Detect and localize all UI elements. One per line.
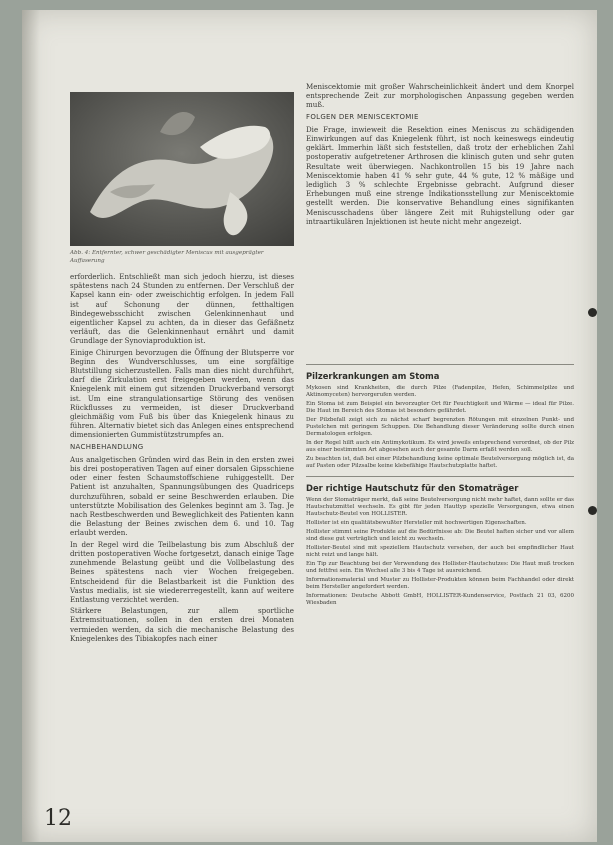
figure-caption: Abb. 4: Entfernter, schwer geschädigter Meniscus mit ausgeprägter Auffaserung [70,250,264,264]
paragraph: Einige Chirurgen bevorzugen die Öffnung der Blutsperre vor Beginn des Wundverschlusses, um eine sorgfältige Blutstillung sicherzustellen. Falls man dies nicht durchführt, darf die Zirkulation erst freigegeben werden, wenn das Kniegelenk mit einem gut sitzenden Druckverband versorgt ist. Um eine strangulationsartige Störung des venösen Rückflusses zu vermeiden, ist dieser Druckverband gleichmäßig vom Fuß bis über das Kniegelenk hinaus zu führen. Alternativ bietet sich das Anlegen eines entsprechend dimensionierten Gummistützstrumpfes an. [70,347,294,440]
left-column [70,272,294,645]
divider [306,476,574,477]
paragraph: Hollister ist ein qualitätsbewußter Hersteller mit hochwertigen Eigenschaften. [306,520,527,526]
section-heading: FOLGEN DER MENISCEKTOMIE [306,112,419,121]
paragraph: Die Frage, inwieweit die Resektion eines Meniscus zu schädigenden Einwirkungen auf das Kniegelenk führt, ist noch keineswegs eindeutig geklärt. Immerhin läßt sich feststellen, daß trotz der erheblichen Zahl postoperativ aufgetretener Arthrosen die klinisch guten und sehr guten Resultate weit überwiegen. Nachkontrollen 15 bis 19 Jahre nach Meniscektomie haben 41 % sehr gute, 44 % gute, 12 % mäßige und lediglich 3 % schlechte Ergebnisse gebracht. Aufgrund dieser Erhebungen muß eine strenge Indikationsstellung zur Meniscektomie gestellt werden. Die konservative Behandlung eines signifikanten Meniscusschadens über längere Zeit mit Ruhigstellung oder gar intraartikulären Injektionen ist heute nicht mehr angezeigt. [306,124,574,226]
box-title: Der richtige Hautschutz für den Stomaträger [306,483,519,493]
paragraph: Informationsmaterial und Muster zu Hollister-Produkten können beim Fachhandel oder direkt beim Hersteller angefordert werden. [306,577,574,590]
box-title: Pilzerkrankungen am Stoma [306,371,440,381]
paragraph: Wenn der Stomaträger merkt, daß seine Beutelversorgung nicht mehr haftet, dann sollte er das Hautschutzmittel wechseln. Es gibt für jeden Hauttyp spezielle Versorgungen, etwa einen Hautschutz-Beutel von HOLLISTER. [306,497,574,517]
paragraph: Ein Tip zur Beachtung bei der Verwendung des Hollister-Hautschutzes: Die Haut muß trocken und fettfrei sein. Ein Wechsel alle 3 bis 4 Tage ist ausreichend. [306,561,574,574]
stoma-info-box [306,358,574,832]
binder-hole [588,308,597,317]
paragraph: Hollister-Beutel sind mit speziellem Hautschutz versehen, der auch bei empfindlicher Haut nicht reizt und lange hält. [306,545,574,558]
paragraph: Informationen: Deutsche Abbott GmbH, HOLLISTER-Kundenservice, Postfach 21 03, 6200 Wiesbaden [306,593,574,606]
meniscus-photo [70,92,294,246]
page-number: 12 [44,806,72,831]
paragraph: In der Regel wird die Teilbelastung bis zum Abschluß der dritten postoperativen Woche fortgesetzt, danach einige Tage zunehmende Belastung geübt und die Vollbelastung des Beines spätestens nach vier Wochen freigegeben. Entscheidend für die Belastbarkeit ist die Funktion des Vastus medialis, ist sie wiedererregestellt, kann auf weitere Entlastung verzichtet werden. [70,539,294,604]
paragraph: Hollister stimmt seine Produkte auf die Bedürfnisse ab: Die Beutel haften sicher und vor allem sind diese gut verträglich und leicht zu wechseln. [306,529,574,542]
paragraph: Aus analgetischen Gründen wird das Bein in den ersten zwei bis drei postoperativen Tagen auf einer dorsalen Gipsschiene oder einer festen Schaumstoffschiene ruhiggestellt. Der Patient ist anzuhalten, Spannungsübungen des Quadriceps durchzuführen, sobald er seine Beschwerden erlauben. Die unterstützte Mobilisation des Gelenkes beginnt am 3. Tag. Je nach Restbeschwerden und Beweglichkeit des Patienten kann die Belastung der Beines zwischen dem 6. und 10. Tag erlaubt werden. [70,454,294,538]
paragraph: Meniscektomie mit großer Wahrscheinlichkeit ändert und dem Knorpel entsprechende Zeit zur morphologischen Anpassung gegeben werden muß. [306,82,574,110]
paragraph: Mykosen sind Krankheiten, die durch Pilze (Fadenpilze, Hefen, Schimmelpilze und Aktinomyceten) hervorgerufen werden. [306,385,574,398]
paragraph: In der Regel hilft auch ein Antimykotikum. Es wird jeweils entsprechend verordnet, ob der Pilz aus einer bestimmten Art abgesehen auch der gesamte Darm erfaßt werden soll. [306,440,574,453]
photo-image [70,92,294,246]
paragraph: Der Pilzbefall zeigt sich zu nächst scharf begrenzten Rötungen mit einzelnen Punkt- und Pustelchen mit geringem Schuppen. Die Behandlung dieser Veränderung sollte durch einen Dermatologen erfolgen. [306,417,574,437]
section-heading: NACHBEHANDLUNG [70,442,144,451]
divider [306,364,574,365]
paragraph: Stärkere Belastungen, zur allem sportliche Extremsituationen, sollen in den ersten drei Monaten vermieden werden, da sich die mechanische Belastung des Kniegelenkes des Tibiakopfes nach einer [70,606,294,643]
right-column [306,82,574,228]
paragraph: Ein Stoma ist zum Beispiel ein bevorzugter Ort für Feuchtigkeit und Wärme — ideal für Pilze. Die Haut im Bereich des Stomas ist besonders gefährdet. [306,401,574,414]
paragraph: Zu beachten ist, daß bei einer Pilzbehandlung keine optimale Beutelversorgung möglich ist, da auf Pasten oder Pilzsalbe keine klebefähige Hautschutzplatte haftet. [306,456,574,469]
paragraph: erforderlich. Entschließt man sich jedoch hierzu, ist dieses spätestens nach 24 Stunden zu entfernen. Der Verschluß der Kapsel kann ein- oder zweischichtig erfolgen. In jedem Fall ist auf Schonung der dünnen, fetthaltigen Bindegewebsschicht zwischen Gelenkinnenhaut und eigentlicher Kapsel zu achten, da in dieser das Gefäßnetz verläuft, das die Gelenkinnenhaut ernährt und damit Grundlage der Synoviaproduktion ist. [70,272,294,346]
journal-page [22,10,597,842]
binder-hole [588,506,597,515]
